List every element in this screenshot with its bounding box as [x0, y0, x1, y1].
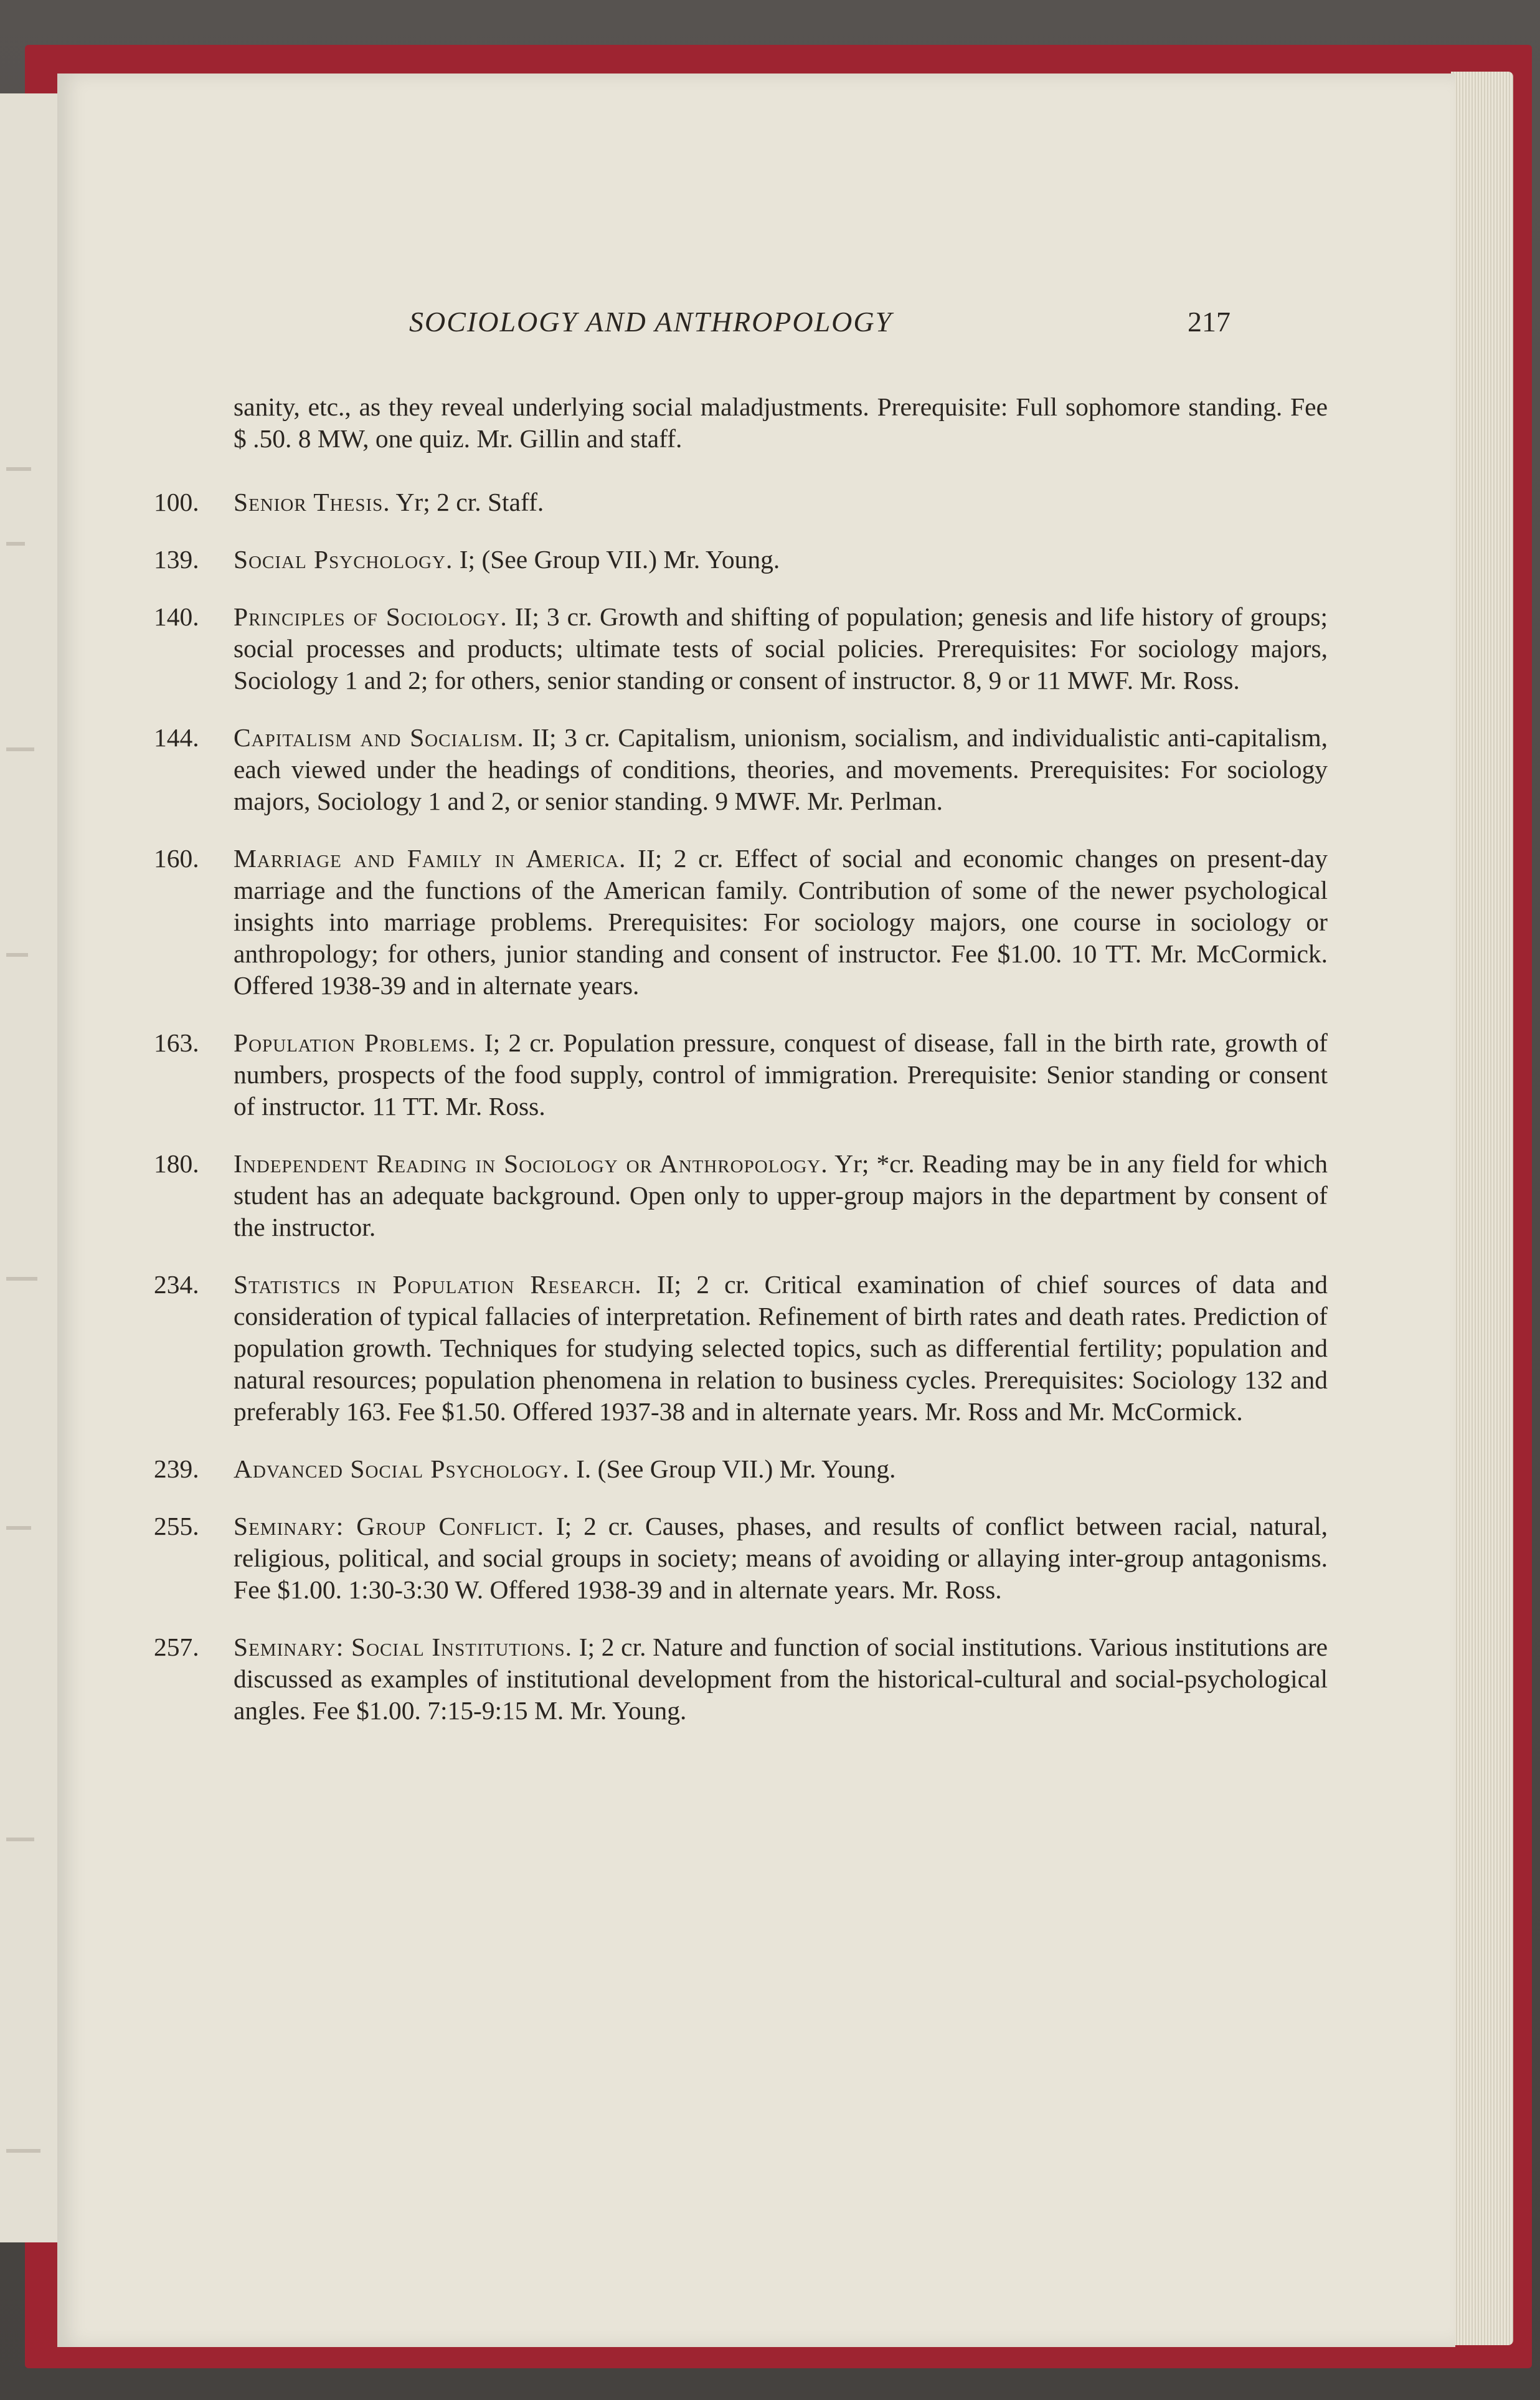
facing-page-text-fragment — [6, 542, 25, 546]
course-title: Senior Thesis. — [234, 488, 390, 516]
course-number: 180. — [154, 1149, 199, 1178]
course-number: 239. — [154, 1454, 199, 1483]
course-number: 257. — [154, 1633, 199, 1661]
course-listing — [154, 391, 1328, 1752]
course-number: 234. — [154, 1270, 199, 1299]
facing-page-text-fragment — [6, 1838, 34, 1841]
course-description: I; 2 cr. Nature and function of social institutions. Various institutions are discussed as examples of institutional development from the historical-cultural and social-psychological angles. Fee $1.00. 7:15-9:15 M. Mr. Young. — [234, 1633, 1328, 1725]
course-title: Independent Reading in Sociology or Anthropology. — [234, 1149, 828, 1178]
course-description: II; 3 cr. Capitalism, unionism, socialism, and individualistic anti-capitalism, each viewed under the headings of conditions, theories, and movements. Prerequisites: For sociology majors, Sociology 1 and 2, or senior standing. 9 MWF. Mr. Perlman. — [234, 723, 1328, 815]
course-number: 139. — [154, 545, 199, 574]
course-entry-255 — [154, 1511, 1328, 1606]
course-title: Advanced Social Psychology. — [234, 1454, 570, 1483]
course-description: I. (See Group VII.) Mr. Young. — [576, 1454, 896, 1483]
course-description: II; 3 cr. Growth and shifting of population; genesis and life history of groups; social processes and products; ultimate tests of social policies. Prerequisites: For sociology majors, Sociology 1 and 2; for others, senior standing or consent of instructor. 8, 9 or 11 MWF. Mr. Ross. — [234, 602, 1328, 695]
continuation-text: sanity, etc., as they reveal underlying social maladjustments. Prerequisite: Full sophomore standing. Fee $ .50. 8 MW, one quiz. Mr. Gillin and staff. — [234, 392, 1328, 453]
facing-page-text-fragment — [6, 1526, 31, 1530]
course-entry-163 — [154, 1027, 1328, 1122]
course-title: Seminary: Social Institutions. — [234, 1633, 573, 1661]
facing-page-text-fragment — [6, 467, 31, 471]
course-title: Statistics in Population Research. — [234, 1270, 642, 1299]
course-entry-257 — [154, 1631, 1328, 1727]
facing-page-text-fragment — [6, 953, 28, 957]
course-description: I; 2 cr. Causes, phases, and results of conflict between racial, natural, religious, political, and social groups in society; means of avoiding or allaying inter-group antagonisms. Fee $1.00. 1:30-3:30 W. Offered 1938-39 and in alternate years. Mr. Ross. — [234, 1512, 1328, 1604]
course-title: Marriage and Family in America. — [234, 844, 626, 873]
course-entry-180 — [154, 1148, 1328, 1243]
course-entry-234 — [154, 1269, 1328, 1428]
running-head-title: SOCIOLOGY AND ANTHROPOLOGY — [409, 306, 893, 338]
course-entry-144 — [154, 722, 1328, 817]
course-description: II; 2 cr. Critical examination of chief sources of data and consideration of typical fallacies of interpretation. Refinement of birth rates and death rates. Prediction of population growth. Techniques for studying selected topics, such as differential fertility; population and natural resources; population phenomena in relation to business cycles. Prerequisites: Sociology 132 and preferably 163. Fee $1.50. Offered 1937-38 and in alternate years. Mr. Ross and Mr. McCormick. — [234, 1270, 1328, 1426]
course-number: 160. — [154, 844, 199, 873]
course-number: 140. — [154, 602, 199, 631]
page-block-edge — [1451, 72, 1513, 2345]
course-number: 144. — [154, 723, 199, 752]
page-number: 217 — [1188, 306, 1231, 338]
course-title: Social Psychology. — [234, 545, 453, 574]
facing-page-text-fragment — [6, 747, 34, 751]
course-title: Seminary: Group Conflict. — [234, 1512, 544, 1540]
course-title: Population Problems. — [234, 1028, 476, 1057]
course-description: I; 2 cr. Population pressure, conquest of disease, fall in the birth rate, growth of numbers, prospects of the food supply, control of immigration. Prerequisite: Senior standing or consent of instructor. 11 TT. Mr. Ross. — [234, 1028, 1328, 1121]
course-title: Principles of Sociology. — [234, 602, 508, 631]
course-title: Capitalism and Socialism. — [234, 723, 524, 752]
course-entry-139 — [154, 544, 1328, 576]
course-description: II; 2 cr. Effect of social and economic changes on present-day marriage and the functions of the American family. Contribution of some of the newer psychological insights into marriage problems. Prerequisites: For sociology majors, one course in sociology or anthropology; for others, junior standing and consent of instructor. Fee $1.00. 10 TT. Mr. McCormick. Offered 1938-39 and in alternate years. — [234, 844, 1328, 1000]
course-description: Yr; *cr. Reading may be in any field for which student has an adequate background. Open only to upper-group majors in the department by consent of the instructor. — [234, 1149, 1328, 1241]
course-description: Yr; 2 cr. Staff. — [395, 488, 544, 516]
continuation-paragraph — [154, 391, 1328, 455]
course-entry-100 — [154, 486, 1328, 518]
book-page — [57, 74, 1455, 2347]
course-description: I; (See Group VII.) Mr. Young. — [459, 545, 780, 574]
course-number: 163. — [154, 1028, 199, 1057]
facing-page-text-fragment — [6, 1277, 37, 1281]
course-number: 100. — [154, 488, 199, 516]
facing-page-text-fragment — [6, 2149, 40, 2153]
course-number: 255. — [154, 1512, 199, 1540]
course-entry-160 — [154, 843, 1328, 1002]
course-entry-140 — [154, 601, 1328, 696]
course-entry-239 — [154, 1453, 1328, 1485]
